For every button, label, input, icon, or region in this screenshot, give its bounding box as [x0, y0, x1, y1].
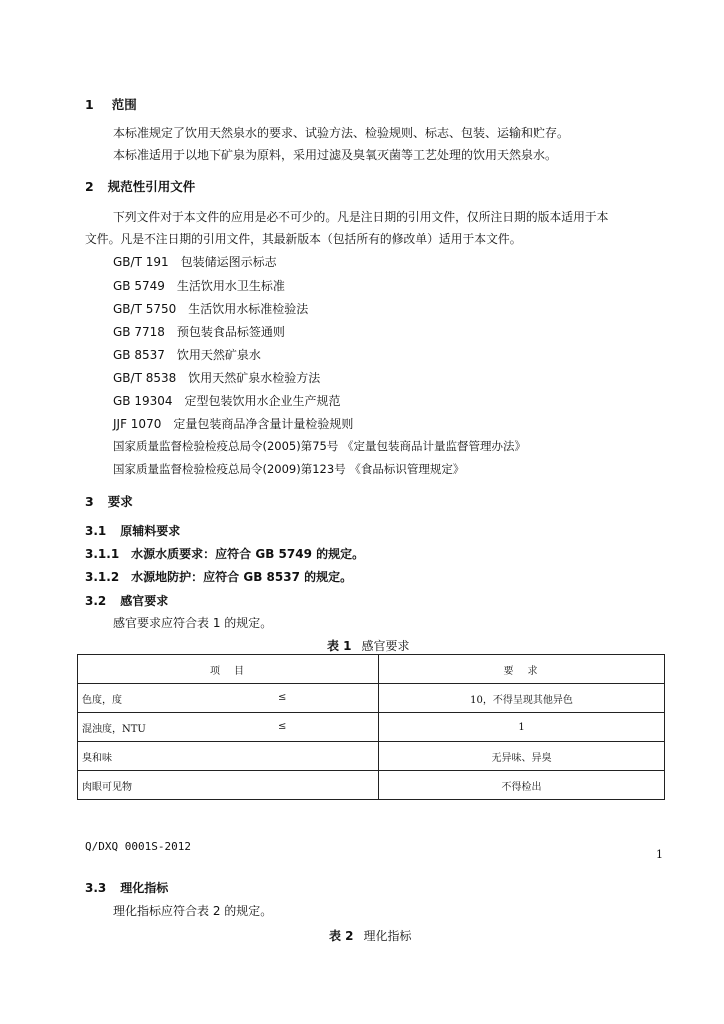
- table-header-row: [78, 655, 665, 684]
- table-cell-requirement: 10，不得呈现其他异色: [379, 684, 665, 713]
- table-cell-requirement: 不得检出: [379, 771, 665, 800]
- paragraph: 本标准规定了饮用天然泉水的要求、试验方法、检验规则、标志、包装、运输和贮存。: [113, 126, 570, 140]
- reference-item: 国家质量监督检验检疫总局令(2005)第75号 《定量包装商品计量监督管理办法》: [113, 439, 527, 453]
- subsection-heading: [85, 568, 352, 585]
- leq-symbol: ≤: [278, 692, 287, 703]
- subsection-title: 理化指标: [120, 881, 169, 895]
- reference-item: 国家质量监督检验检疫总局令(2009)第123号 《食品标识管理规定》: [113, 462, 465, 476]
- subsection-heading: [85, 592, 168, 609]
- table-cell-item: [78, 684, 379, 713]
- subsection-number: 3.1: [85, 524, 107, 538]
- paragraph: 下列文件对于本文件的应用是必不可少的。凡是注日期的引用文件，仅所注日期的版本适用于本: [113, 210, 609, 224]
- sensory-requirements-table: [77, 654, 665, 800]
- subsection-heading: [85, 522, 180, 539]
- reference-item: GB 19304 定型包装饮用水企业生产规范: [113, 394, 341, 408]
- reference-item: GB/T 191 包装储运图示标志: [113, 255, 277, 269]
- subsection-text: 水源地防护：应符合 GB 8537 的规定。: [131, 570, 353, 584]
- reference-item: GB/T 5750 生活饮用水标准检验法: [113, 302, 309, 316]
- subsection-number: 3.3: [85, 881, 107, 895]
- paragraph: 理化指标应符合表 2 的规定。: [113, 904, 273, 918]
- subsection-heading: [85, 879, 168, 896]
- paragraph: 文件。凡是不注日期的引用文件，其最新版本（包括所有的修改单）适用于本文件。: [85, 232, 522, 246]
- subsection-heading: [85, 545, 364, 562]
- table-caption: [327, 637, 410, 654]
- paragraph: 感官要求应符合表 1 的规定。: [113, 616, 273, 630]
- table-cell-requirement: 无异味、异臭: [379, 742, 665, 771]
- subsection-number: 3.1.2: [85, 570, 120, 584]
- subsection-text: 水源水质要求：应符合 GB 5749 的规定。: [131, 547, 365, 561]
- table-cell-item: [78, 771, 379, 800]
- section-number: 3: [85, 494, 94, 509]
- table-row: [78, 713, 665, 742]
- reference-item: GB 8537 饮用天然矿泉水: [113, 348, 261, 362]
- section-1-heading: [85, 95, 137, 113]
- table-cell-requirement: 1: [379, 713, 665, 742]
- subsection-title: 感官要求: [120, 594, 169, 608]
- section-title: 要求: [107, 494, 133, 509]
- table-row: [78, 771, 665, 800]
- subsection-number: 3.1.1: [85, 547, 120, 561]
- table-header-cell: 要 求: [379, 655, 665, 684]
- subsection-title: 原辅料要求: [120, 524, 181, 538]
- table-caption-label: 表 2: [329, 929, 354, 943]
- section-title: 规范性引用文件: [107, 179, 196, 194]
- subsection-number: 3.2: [85, 594, 107, 608]
- table-row: [78, 742, 665, 771]
- table-caption-label: 表 1: [327, 639, 352, 653]
- item-label: 色度，度: [82, 694, 122, 706]
- paragraph: 本标准适用于以地下矿泉为原料，采用过滤及臭氧灭菌等工艺处理的饮用天然泉水。: [113, 148, 558, 162]
- reference-item: GB/T 8538 饮用天然矿泉水检验方法: [113, 371, 321, 385]
- table-caption: [329, 927, 412, 944]
- document-code: Q/DXQ 0001S-2012: [85, 840, 191, 853]
- page-number: 1: [656, 848, 663, 861]
- item-label: 臭和味: [82, 752, 112, 764]
- reference-item: GB 7718 预包装食品标签通则: [113, 325, 285, 339]
- table-cell-item: [78, 713, 379, 742]
- item-label: 混浊度，NTU: [82, 723, 146, 735]
- reference-item: GB 5749 生活饮用水卫生标准: [113, 279, 285, 293]
- section-number: 1: [85, 97, 94, 112]
- section-3-heading: [85, 492, 133, 510]
- table-header-cell: 项 目: [78, 655, 379, 684]
- reference-item: JJF 1070 定量包装商品净含量计量检验规则: [113, 417, 354, 431]
- table-caption-title: 理化指标: [363, 929, 412, 943]
- section-2-heading: [85, 177, 195, 195]
- table-caption-title: 感官要求: [361, 639, 410, 653]
- section-title: 范围: [111, 97, 137, 112]
- table-cell-item: [78, 742, 379, 771]
- leq-symbol: ≤: [278, 721, 287, 732]
- section-number: 2: [85, 179, 94, 194]
- item-label: 肉眼可见物: [82, 781, 132, 793]
- table-row: [78, 684, 665, 713]
